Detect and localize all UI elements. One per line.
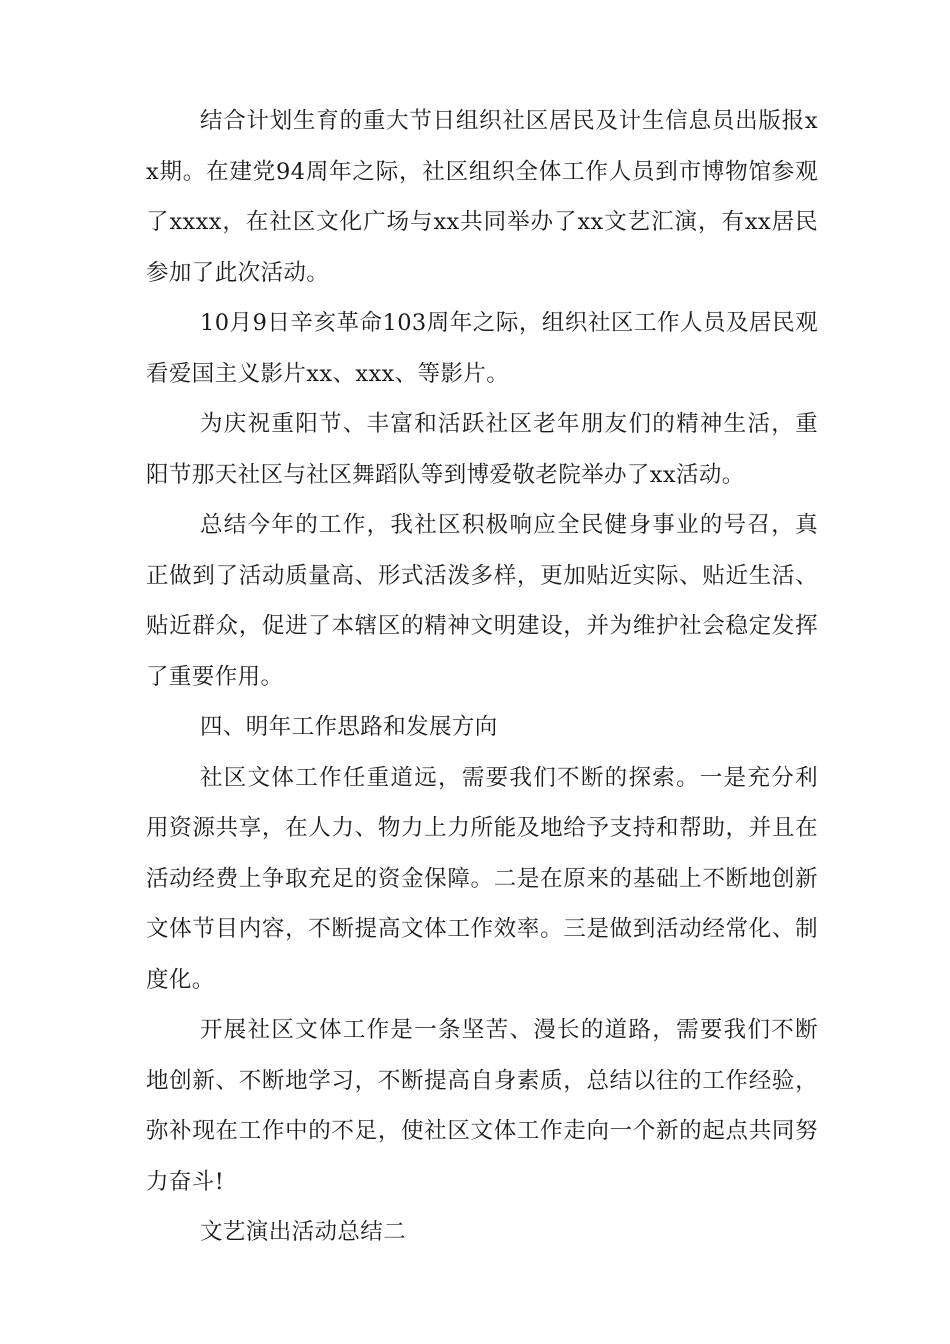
- section-heading: 四、明年工作思路和发展方向: [200, 714, 498, 740]
- document-body: [146, 96, 818, 1258]
- paragraph-2: 10月9日辛亥革命103周年之际，组织社区工作人员及居民观看爱国主义影片xx、xxx、等影片。: [146, 310, 818, 387]
- paragraph-5: 社区文体工作任重道远，需要我们不断的探索。一是充分利用资源共享，在人力、物力上力所能及地给予支持和帮助，并且在活动经费上争取充足的资金保障。二是在原来的基础上不断地创新文体节目内容，不断提高文体工作效率。三是做到活动经常化、制度化。: [146, 764, 818, 993]
- paragraph-3: 为庆祝重阳节、丰富和活跃社区老年朋友们的精神生活，重阳节那天社区与社区舞蹈队等到博爱敬老院举办了xx活动。: [146, 411, 818, 488]
- paragraph-4: 总结今年的工作，我社区积极响应全民健身事业的号召，真正做到了活动质量高、形式活泼多样，更加贴近实际、贴近生活、贴近群众，促进了本辖区的精神文明建设，并为维护社会稳定发挥了重要作用。: [146, 512, 818, 690]
- next-section-title: 文艺演出活动总结二: [200, 1219, 407, 1245]
- paragraph-1: 结合计划生育的重大节日组织社区居民及计生信息员出版报xx期。在建党94周年之际，社区组织全体工作人员到市博物馆参观了xxxx，在社区文化广场与xx共同举办了xx文艺汇演，有xx居民参加了此次活动。: [146, 108, 818, 286]
- paragraph-6: 开展社区文体工作是一条坚苦、漫长的道路，需要我们不断地创新、不断地学习，不断提高自身素质，总结以往的工作经验，弥补现在工作中的不足，使社区文体工作走向一个新的起点共同努力奋斗!: [146, 1017, 818, 1195]
